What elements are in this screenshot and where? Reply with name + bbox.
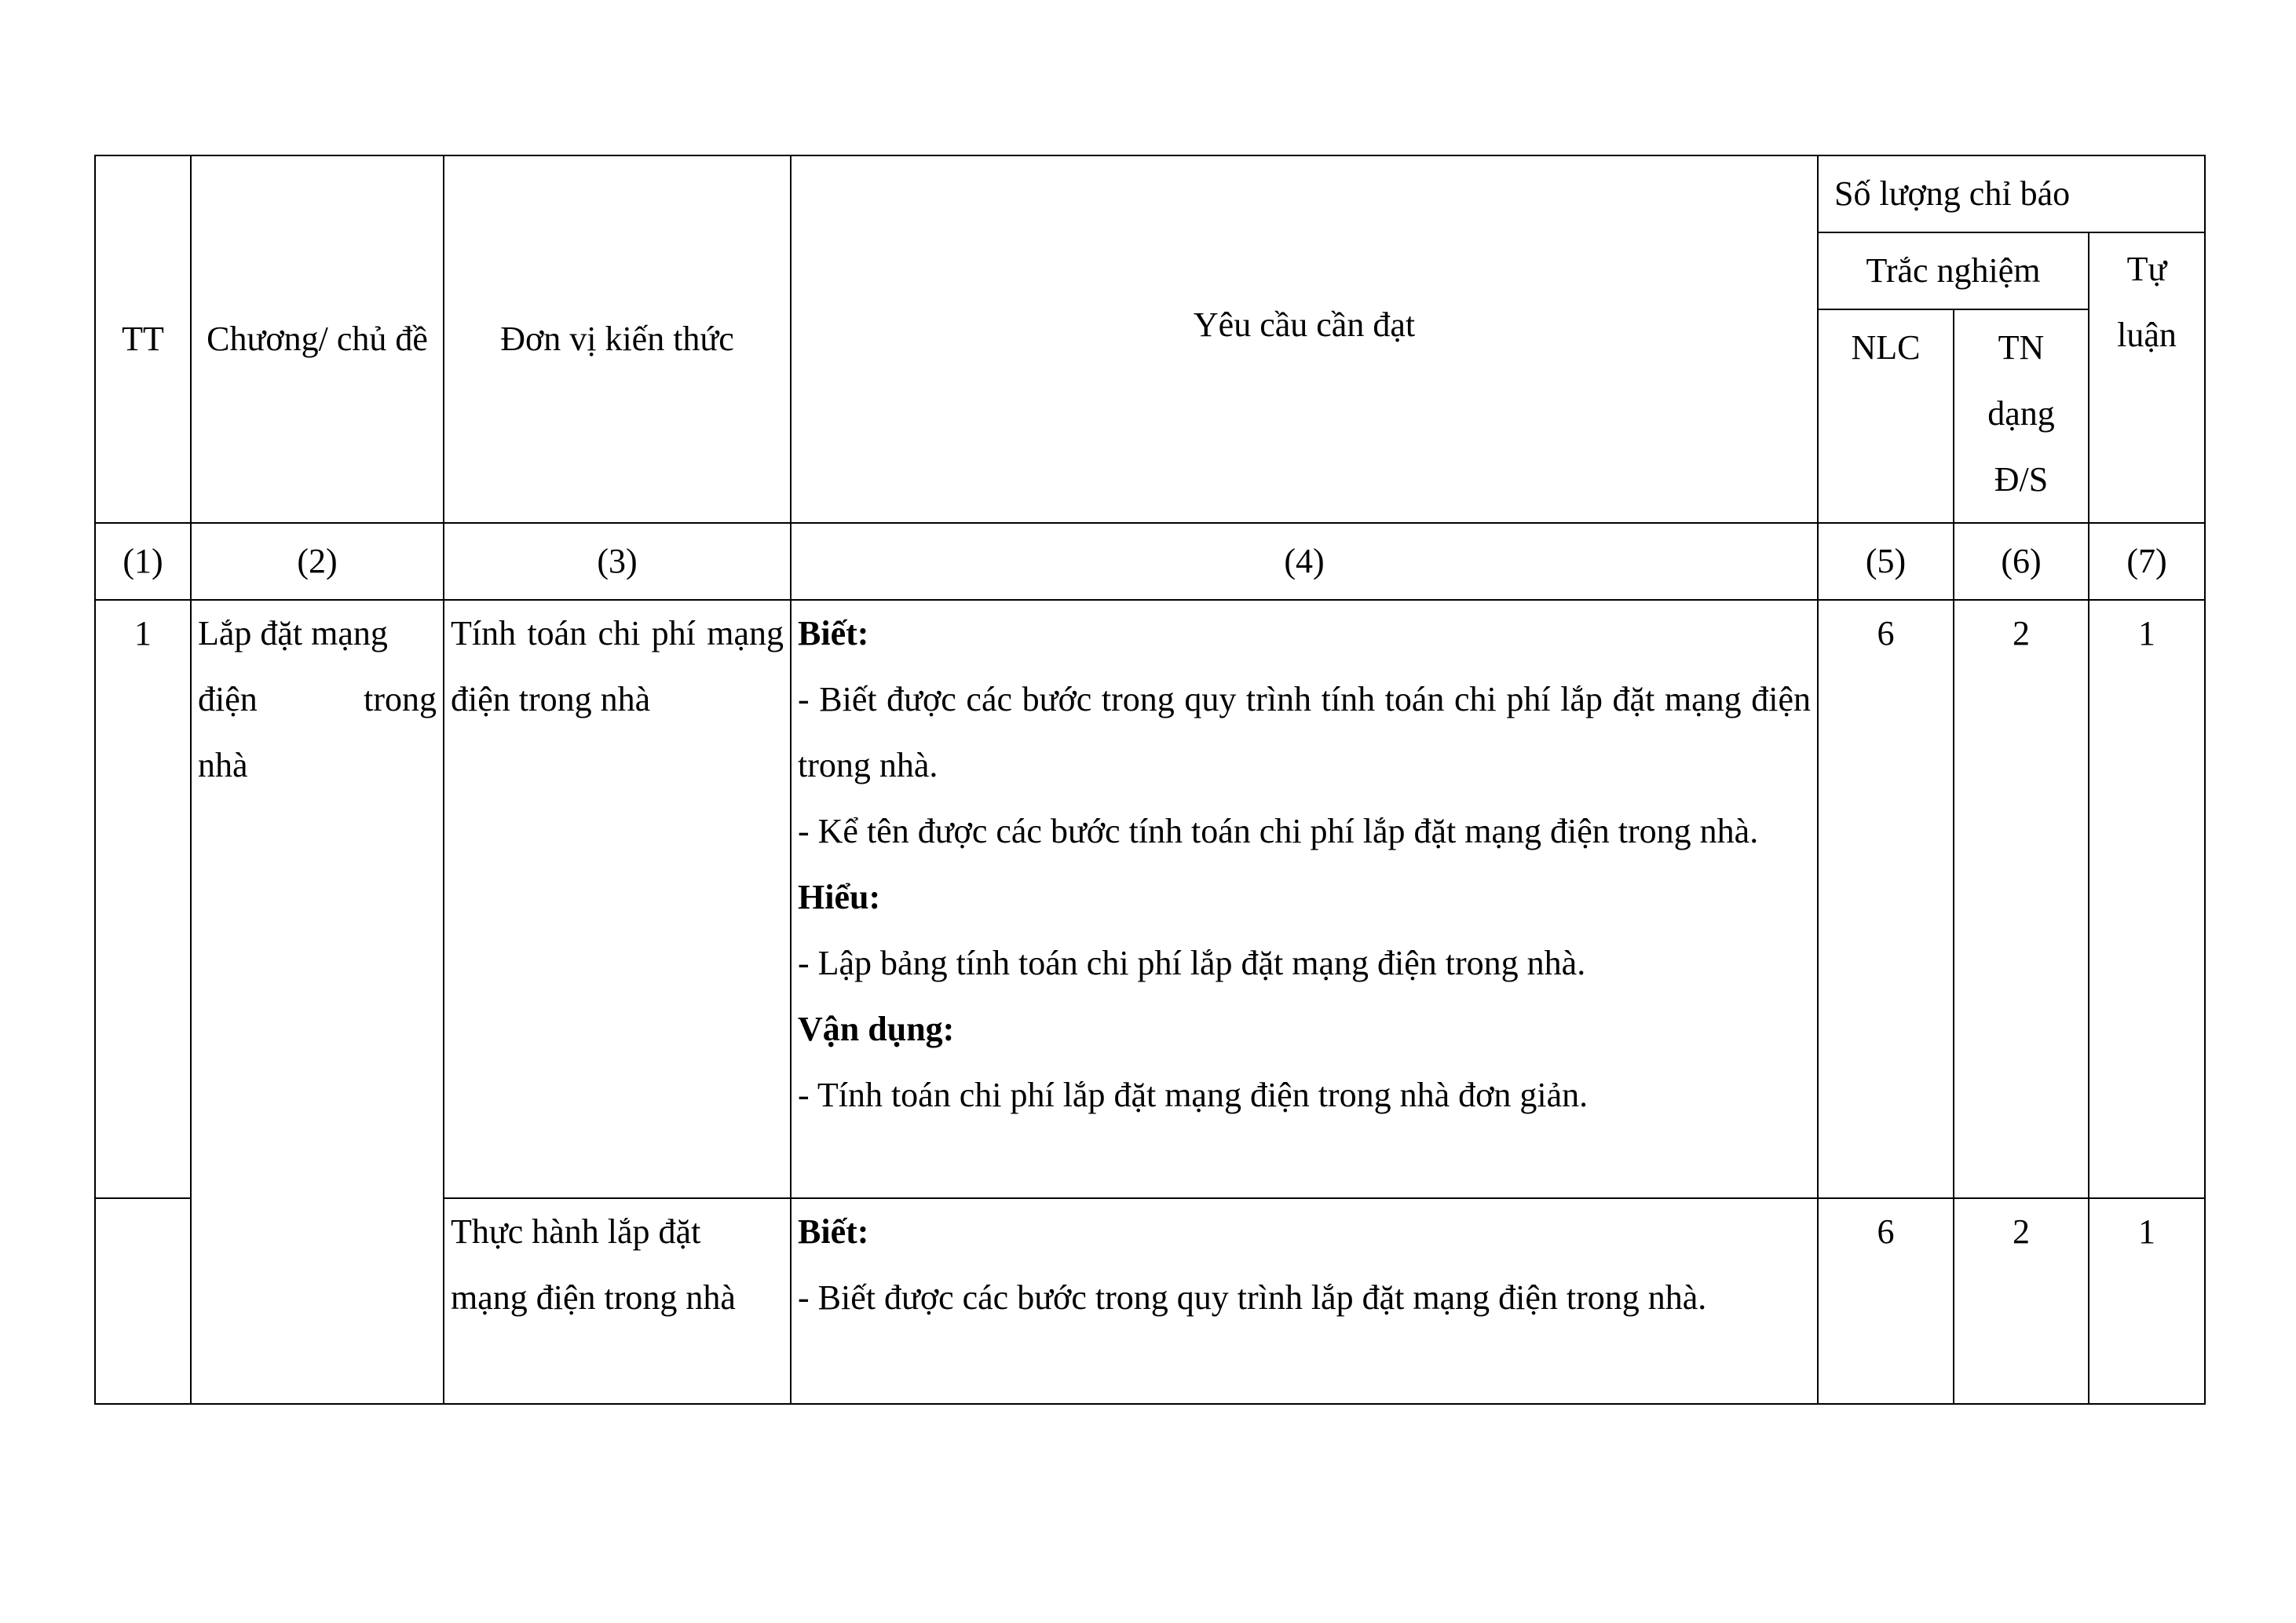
row-requirement (791, 1198, 1818, 1404)
column-number-1: (1) (95, 523, 191, 600)
header-nlc-text: NLC (1851, 328, 1921, 367)
know-label: Biết: (798, 614, 869, 652)
header-requirement-text: Yêu cầu cần đạt (1193, 305, 1416, 344)
header-chapter-text: Chương/ chủ đề (207, 320, 428, 358)
apply-item: - Tính toán chi phí lắp đặt mạng điện trong nhà đơn giản. (798, 1076, 1589, 1114)
column-number-row (95, 523, 2205, 600)
header-nlc (1818, 309, 1954, 523)
header-row-1 (95, 155, 2205, 232)
header-essay (2089, 232, 2205, 523)
understand-item: - Lập bảng tính toán chi phí lắp đặt mạng điện trong nhà. (798, 944, 1586, 982)
header-tn (1954, 309, 2089, 523)
column-number-2: (2) (191, 523, 444, 600)
row-tn-count: 2 (1954, 600, 2089, 1198)
row-unit: Tính toán chi phí mạng điện trong nhà (444, 600, 791, 1198)
header-essay-line2: luận (2117, 316, 2177, 354)
row-essay-count: 1 (2089, 600, 2205, 1198)
chapter-line-1: Lắp đặt mạng (198, 614, 388, 652)
knowledge-matrix-table (94, 155, 2206, 1405)
header-tn-line2: dạng (1987, 394, 2055, 433)
header-unit-text: Đơn vị kiến thức (500, 320, 734, 358)
header-essay-line1: Tự (2126, 250, 2167, 288)
column-number-7: (7) (2089, 523, 2205, 600)
header-tn-line1: TN (1998, 328, 2045, 367)
apply-label: Vận dụng: (798, 1010, 955, 1048)
header-tt (95, 155, 191, 523)
row-nlc-count: 6 (1818, 600, 1954, 1198)
row-nlc-count: 6 (1818, 1198, 1954, 1404)
row-tn-count: 2 (1954, 1198, 2089, 1404)
row-tt: 1 (95, 600, 191, 1198)
header-tn-line3: Đ/S (1994, 460, 2049, 499)
header-chapter (191, 155, 444, 523)
know-item: - Kể tên được các bước tính toán chi phí lắp đặt mạng điện trong nhà. (798, 812, 1759, 850)
know-label: Biết: (798, 1212, 869, 1251)
understand-label: Hiểu: (798, 878, 881, 916)
header-requirement (791, 155, 1818, 523)
chapter-line-2: điện trong (198, 680, 437, 718)
know-item: - Biết được các bước trong quy trình tính toán chi phí lắp đặt mạng điện trong nhà. (798, 680, 1811, 784)
column-number-3: (3) (444, 523, 791, 600)
header-indicator-count (1818, 155, 2205, 232)
know-item: - Biết được các bước trong quy trình lắp đặt mạng điện trong nhà. (798, 1278, 1707, 1317)
column-number-6: (6) (1954, 523, 2089, 600)
column-number-4: (4) (791, 523, 1818, 600)
header-tt-text: TT (122, 320, 164, 358)
header-multiple-choice-text: Trắc nghiệm (1866, 251, 2041, 290)
header-indicator-count-text: Số lượng chỉ báo (1834, 174, 2071, 213)
chapter-line-3: nhà (198, 746, 248, 784)
row-tt-empty (95, 1198, 191, 1404)
row-requirement (791, 600, 1818, 1198)
header-unit (444, 155, 791, 523)
column-number-5: (5) (1818, 523, 1954, 600)
table-row (95, 600, 2205, 1198)
row-unit: Thực hành lắp đặt mạng điện trong nhà (444, 1198, 791, 1404)
row-chapter (191, 600, 444, 1404)
row-essay-count: 1 (2089, 1198, 2205, 1404)
header-multiple-choice (1818, 232, 2089, 309)
